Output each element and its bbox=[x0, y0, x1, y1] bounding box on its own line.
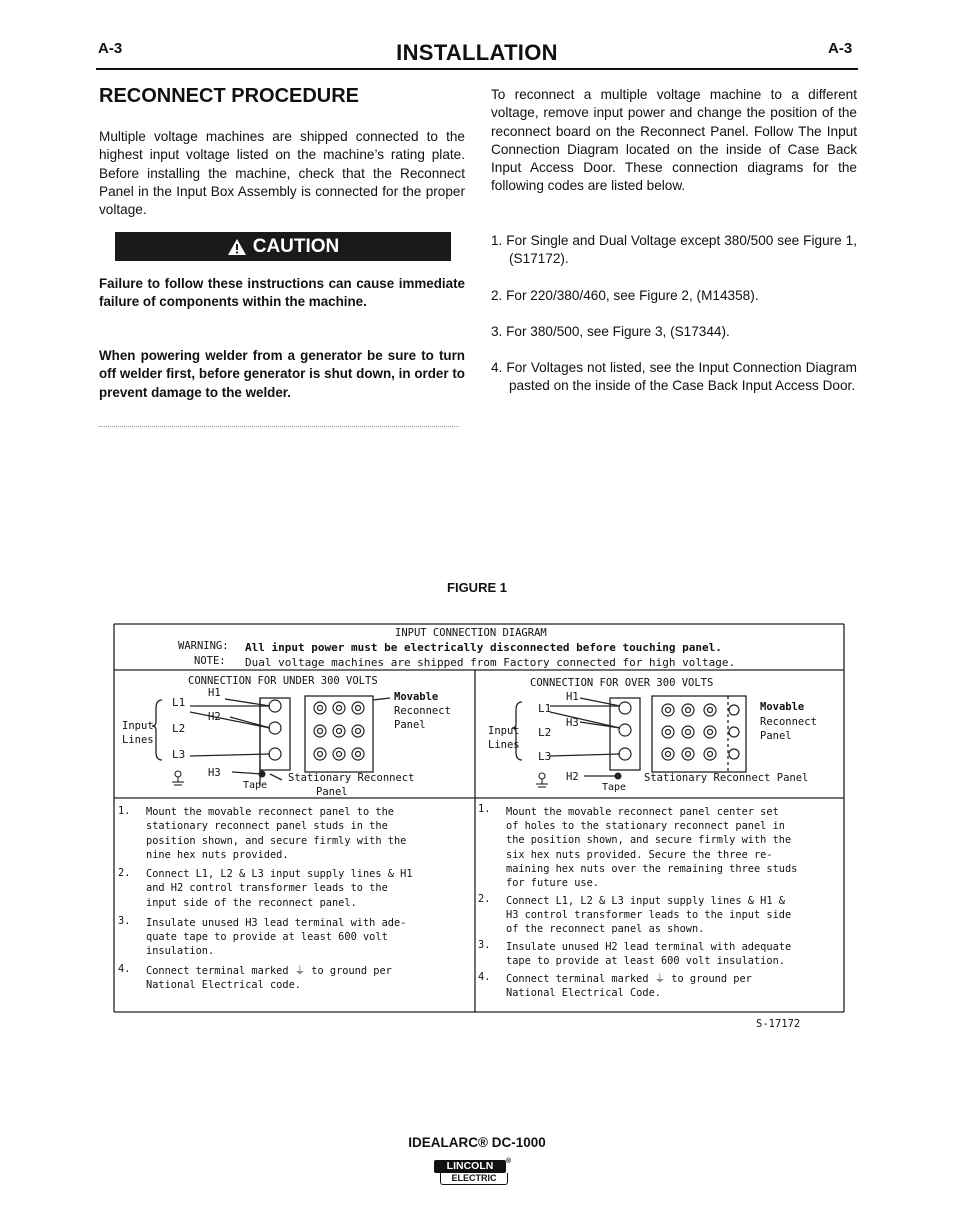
left-l3: L3 bbox=[172, 748, 186, 761]
svg-text:Connect terminal marked ⏚ to g: Connect terminal marked ⏚ to ground per bbox=[506, 973, 752, 985]
left-movable-2: Reconnect bbox=[394, 705, 451, 717]
svg-text:Mount the movable reconnect pa: Mount the movable reconnect panel center set bbox=[506, 806, 779, 818]
header-rule bbox=[96, 68, 858, 70]
svg-text:National Electrical Code.: National Electrical Code. bbox=[506, 987, 661, 999]
svg-text:H3 control transformer leads t: H3 control transformer leads to the input side bbox=[506, 909, 792, 921]
svg-text:of holes to the stationary rec: of holes to the stationary reconnect panel in bbox=[506, 820, 785, 832]
svg-text:and H2 control transformer lea: and H2 control transformer leads to the bbox=[146, 882, 388, 894]
svg-text:six hex nuts provided. Secure: six hex nuts provided. Secure the three re- bbox=[506, 849, 773, 861]
left-h3: H3 bbox=[208, 767, 221, 779]
caution-label: CAUTION bbox=[252, 235, 340, 257]
caution-warning-1: Failure to follow these instructions can cause immediate failure of components within the machine. bbox=[99, 276, 465, 310]
right-heading: CONNECTION FOR OVER 300 VOLTS bbox=[530, 677, 714, 689]
right-movable-2: Reconnect bbox=[760, 716, 817, 728]
logo-registered-mark: ® bbox=[506, 1158, 512, 1165]
svg-text:input side of the reconnect pa: input side of the reconnect panel. bbox=[146, 897, 357, 909]
drawing-number: S-17172 bbox=[756, 1018, 801, 1030]
input-connection-diagram bbox=[110, 616, 850, 1036]
right-input-label: Input bbox=[488, 725, 520, 737]
svg-text:1.: 1. bbox=[478, 803, 491, 815]
page-number-right: A-3 bbox=[828, 40, 853, 57]
left-movable-1: Movable bbox=[394, 691, 439, 703]
lincoln-electric-logo bbox=[434, 1160, 510, 1186]
svg-text:4.: 4. bbox=[118, 963, 131, 975]
logo-bottom: ELECTRIC bbox=[440, 1173, 508, 1185]
right-h1: H1 bbox=[566, 691, 579, 703]
right-h3: H3 bbox=[566, 717, 579, 729]
left-input-label: Input bbox=[122, 720, 154, 732]
svg-text:Insulate unused H3 lead termin: Insulate unused H3 lead terminal with ade- bbox=[146, 917, 407, 929]
left-steps bbox=[118, 805, 413, 991]
left-h1: H1 bbox=[208, 687, 221, 699]
svg-text:Insulate unused H2 lead termin: Insulate unused H2 lead terminal with adequate bbox=[506, 941, 792, 953]
warning-triangle-icon bbox=[227, 238, 247, 256]
left-l1: L1 bbox=[172, 696, 186, 709]
svg-text:2.: 2. bbox=[478, 893, 491, 905]
left-tape: Tape bbox=[243, 780, 268, 791]
svg-text:position shown, and secure fir: position shown, and secure firmly with the bbox=[146, 835, 407, 847]
svg-text:2.: 2. bbox=[118, 867, 131, 879]
right-l1: L1 bbox=[538, 702, 552, 715]
page-title: INSTALLATION bbox=[396, 40, 558, 65]
diagram-title: INPUT CONNECTION DIAGRAM bbox=[395, 627, 547, 639]
svg-text:National Electrical code.: National Electrical code. bbox=[146, 979, 301, 991]
svg-text:of the reconnect panel as show: of the reconnect panel as shown. bbox=[506, 923, 705, 935]
svg-text:for future use.: for future use. bbox=[506, 877, 599, 889]
left-stationary-2: Panel bbox=[316, 786, 348, 798]
svg-text:1.: 1. bbox=[118, 805, 131, 817]
svg-text:nine hex nuts provided.: nine hex nuts provided. bbox=[146, 849, 289, 861]
dotted-divider bbox=[99, 426, 459, 427]
right-steps bbox=[478, 803, 797, 999]
diagram-warning-label: WARNING: bbox=[178, 640, 229, 652]
reconnect-paragraph: To reconnect a multiple voltage machine to a different voltage, remove input power and change the position of the reconnect board on the Reconnect Panel. Follow The Input Connection Diagram located on the inside of Case Back Input Access Door. These connection diagrams for the following codes are listed below. bbox=[491, 87, 857, 194]
right-l2: L2 bbox=[538, 726, 552, 739]
svg-text:the position shown, and secure: the position shown, and secure firmly with the bbox=[506, 834, 792, 846]
left-h2: H2 bbox=[208, 711, 221, 723]
svg-text:Connect L1, L2 & L3 input supp: Connect L1, L2 & L3 input supply lines & H1 bbox=[146, 868, 413, 880]
right-tape: Tape bbox=[602, 782, 627, 793]
right-h2: H2 bbox=[566, 771, 579, 783]
diagram-note-label: NOTE: bbox=[194, 655, 226, 667]
list-item: 4. For Voltages not listed, see the Input Connection Diagram pasted on the inside of the Case Back Input Access Door. bbox=[491, 360, 857, 394]
svg-text:stationary reconnect panel stu: stationary reconnect panel studs in the bbox=[146, 820, 388, 832]
left-l2: L2 bbox=[172, 722, 186, 735]
diagram-note-text: Dual voltage machines are shipped from Factory connected for high voltage. bbox=[245, 656, 736, 669]
diagram-warning-text: All input power must be electrically disconnected before touching panel. bbox=[245, 641, 722, 654]
svg-text:3.: 3. bbox=[478, 939, 491, 951]
footer-model: IDEALARC® DC-1000 bbox=[408, 1135, 546, 1150]
svg-text:maining hex nuts over the rema: maining hex nuts over the remaining three studs bbox=[506, 863, 798, 875]
right-stationary: Stationary Reconnect Panel bbox=[644, 772, 809, 784]
svg-text:4.: 4. bbox=[478, 971, 491, 983]
intro-paragraph: Multiple voltage machines are shipped connected to the highest input voltage listed on the machine’s rating plate. Before installing the machine, check that the Reconnect Panel in the Input Box Assembly is connected for the proper voltage. bbox=[99, 129, 465, 218]
svg-text:Mount the movable reconnect pa: Mount the movable reconnect panel to the bbox=[146, 806, 394, 818]
right-l3: L3 bbox=[538, 750, 552, 763]
svg-text:quate tape to provide at least: quate tape to provide at least 600 volt bbox=[146, 931, 388, 943]
list-item: 2. For 220/380/460, see Figure 2, (M14358). bbox=[491, 288, 759, 303]
svg-text:insulation.: insulation. bbox=[146, 945, 215, 957]
left-lines-label: Lines bbox=[122, 734, 154, 746]
right-movable-3: Panel bbox=[760, 730, 792, 742]
svg-text:Connect terminal marked ⏚ to g: Connect terminal marked ⏚ to ground per bbox=[146, 965, 392, 977]
svg-text:3.: 3. bbox=[118, 915, 131, 927]
caution-warning-2: When powering welder from a generator be sure to turn off welder first, before generator is shut down, in order to prevent damage to the welder. bbox=[99, 348, 465, 400]
caution-banner bbox=[115, 232, 451, 261]
logo-top: LINCOLN bbox=[434, 1160, 506, 1173]
left-stationary-1: Stationary Reconnect bbox=[288, 772, 415, 784]
right-movable-1: Movable bbox=[760, 701, 805, 713]
svg-text:Connect L1, L2 & L3 input supp: Connect L1, L2 & L3 input supply lines & H1 & bbox=[506, 895, 785, 907]
list-item: 3. For 380/500, see Figure 3, (S17344). bbox=[491, 324, 730, 339]
page-number-left: A-3 bbox=[98, 40, 123, 57]
list-item: 1. For Single and Dual Voltage except 380/500 see Figure 1, (S17172). bbox=[491, 233, 857, 267]
left-movable-3: Panel bbox=[394, 719, 426, 731]
svg-text:tape to provide at least 600 v: tape to provide at least 600 volt insulation. bbox=[506, 955, 785, 967]
right-lines-label: Lines bbox=[488, 739, 520, 751]
figure-title: FIGURE 1 bbox=[447, 580, 507, 595]
left-heading: CONNECTION FOR UNDER 300 VOLTS bbox=[188, 675, 378, 687]
section-title: RECONNECT PROCEDURE bbox=[99, 85, 360, 107]
